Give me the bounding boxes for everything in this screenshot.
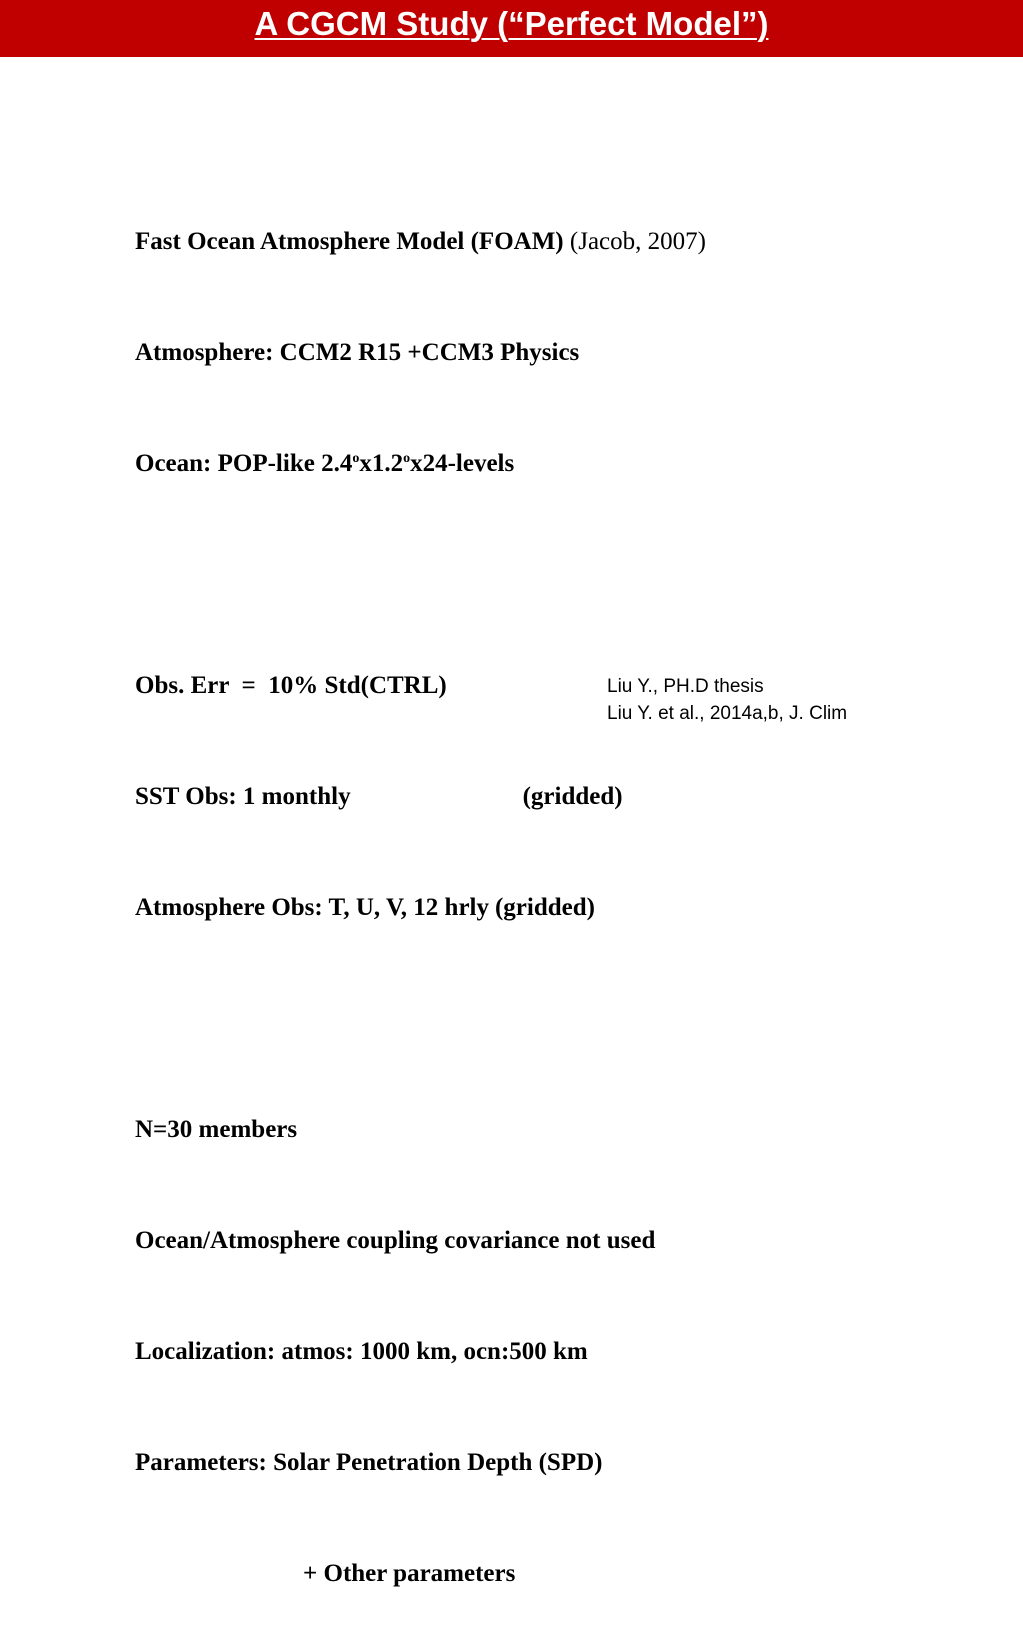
sst-obs-label: SST Obs: 1 monthly <box>135 783 351 810</box>
slide-title: A CGCM Study (“Perfect Model”) <box>254 5 769 42</box>
atmos-obs-line <box>135 889 706 926</box>
atmos-obs-note: (gridded) <box>494 894 595 921</box>
title-bar <box>0 0 1023 57</box>
other-parameters-text: + Other parameters <box>303 1560 516 1587</box>
reference-item: Liu Y., PH.D thesis <box>607 676 764 697</box>
ocean-part3: x24-levels <box>410 450 515 477</box>
sst-obs-line <box>135 778 706 815</box>
localization-line: Localization: atmos: 1000 km, ocn:500 km <box>135 1338 588 1365</box>
spacer <box>135 1000 706 1037</box>
model-line <box>135 223 706 260</box>
degree-sup-2: o <box>403 451 411 466</box>
parameters-line: Parameters: Solar Penetration Depth (SPD) <box>135 1449 603 1476</box>
atmosphere-line: Atmosphere: CCM2 R15 +CCM3 Physics <box>135 339 580 366</box>
obs-err-line: Obs. Err = 10% Std(CTRL) <box>135 672 447 699</box>
ocean-line <box>135 445 706 482</box>
degree-sup-1: o <box>352 451 360 466</box>
model-name: Fast Ocean Atmosphere Model (FOAM) <box>135 228 564 255</box>
reference-item: Liu Y. et al., 2014a,b, J. Clim <box>607 703 848 724</box>
ocean-part1: Ocean: POP-like 2.4 <box>135 450 353 477</box>
spacer <box>135 556 706 593</box>
ocean-part2: x1.2 <box>359 450 404 477</box>
coupling-line: Ocean/Atmosphere coupling covariance not used <box>135 1227 656 1254</box>
references <box>607 673 847 727</box>
members-line: N=30 members <box>135 1116 298 1143</box>
other-parameters-line <box>135 1555 706 1592</box>
atmos-obs-label: Atmosphere Obs: T, U, V, 12 hrly <box>135 894 489 921</box>
model-citation: (Jacob, 2007) <box>563 228 706 255</box>
sst-obs-note: (gridded) <box>522 783 623 810</box>
slide-body <box>135 149 706 1629</box>
